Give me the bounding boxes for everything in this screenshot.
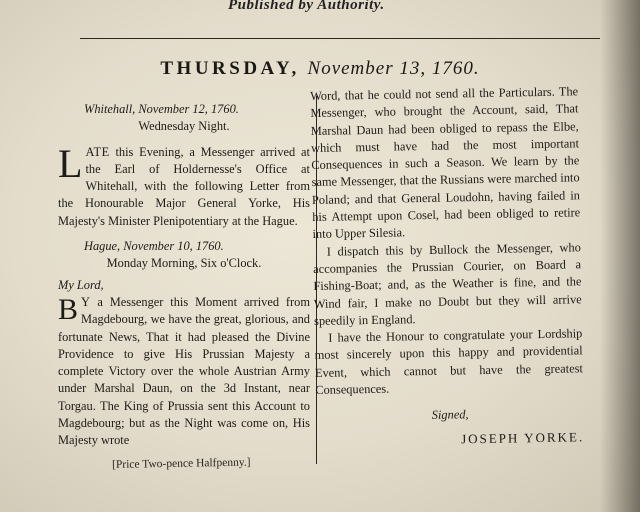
- dateline-day: THURSDAY,: [160, 58, 300, 79]
- price-notice: [Price Two-pence Halfpenny.]: [112, 456, 251, 471]
- time-wednesday-night: Wednesday Night.: [138, 119, 230, 134]
- right-column: [310, 83, 584, 450]
- paragraph-congratulation: I have the Honour to congratulate your Lordship most sincerely upon this happy and providential Event, which cannot but have the greatest Consequences.: [314, 326, 584, 397]
- signature: JOSEPH YORKE.: [460, 428, 585, 447]
- dateline-date: November 13, 1760.: [307, 58, 480, 79]
- paragraph-dispatch-bullock: I dispatch this by Bullock the Messenger, who accompanies the Prussian Courier, on Board a Fishing-Boat; and, as the Weather is fine, and the Wind fair, I make no Doubt but they will arrive speedily in England.: [313, 239, 582, 328]
- paragraph-text: this Evening, a Messenger arrived at the Earl of Holdernesse's Office at Whitehall, with the following Letter from the Honourable Major General Yorke, His Majesty's Minister Plenipotentiary at the Hague.: [58, 144, 310, 228]
- paragraph-victory-news: [58, 294, 310, 450]
- place-date-hague: Hague, November 10, 1760.: [84, 239, 224, 254]
- paragraph-text: a Messenger this Moment arrived from Magdebourg, we have the great, glorious, and fortunate News, That it had pleased the Divine Providence to give His Prussian Majesty a complete Victory over the whole Austrian Army under Marshal Daun, on the 3d Instant, near Torgau. The King of Prussia sent this Account to Magdebourg; but as the Night was come on, His Majesty wrote: [58, 294, 310, 448]
- time-monday-morning: Monday Morning, Six o'Clock.: [106, 256, 262, 271]
- masthead: Published by Authority.: [228, 0, 385, 13]
- lead-word: ATE: [85, 144, 110, 159]
- place-date-whitehall: Whitehall, November 12, 1760.: [84, 102, 239, 116]
- drop-cap-b: B: [58, 292, 79, 326]
- salutation: My Lord,: [58, 277, 104, 292]
- lead-word: Y: [81, 294, 91, 309]
- signed-label: Signed,: [431, 407, 469, 423]
- dateline: [0, 58, 640, 80]
- header-rule: [80, 38, 600, 39]
- paragraph-dispatch-arrival: [58, 140, 310, 230]
- drop-cap-l: L: [58, 140, 83, 186]
- left-column: [58, 101, 310, 450]
- paragraph-particulars: Word, that he could not send all the Particulars. The Messenger, who brought the Account, said, That Marshal Daun had been obliged to repass the Elbe, which must have had the most important Consequences in such a Season. We learn by the same Messenger, that the Russians were marched into Poland; and that General Loudohn, having failed in his Attempt upon Cosel, had been obliged to retire into Upper Silesia.: [310, 84, 581, 242]
